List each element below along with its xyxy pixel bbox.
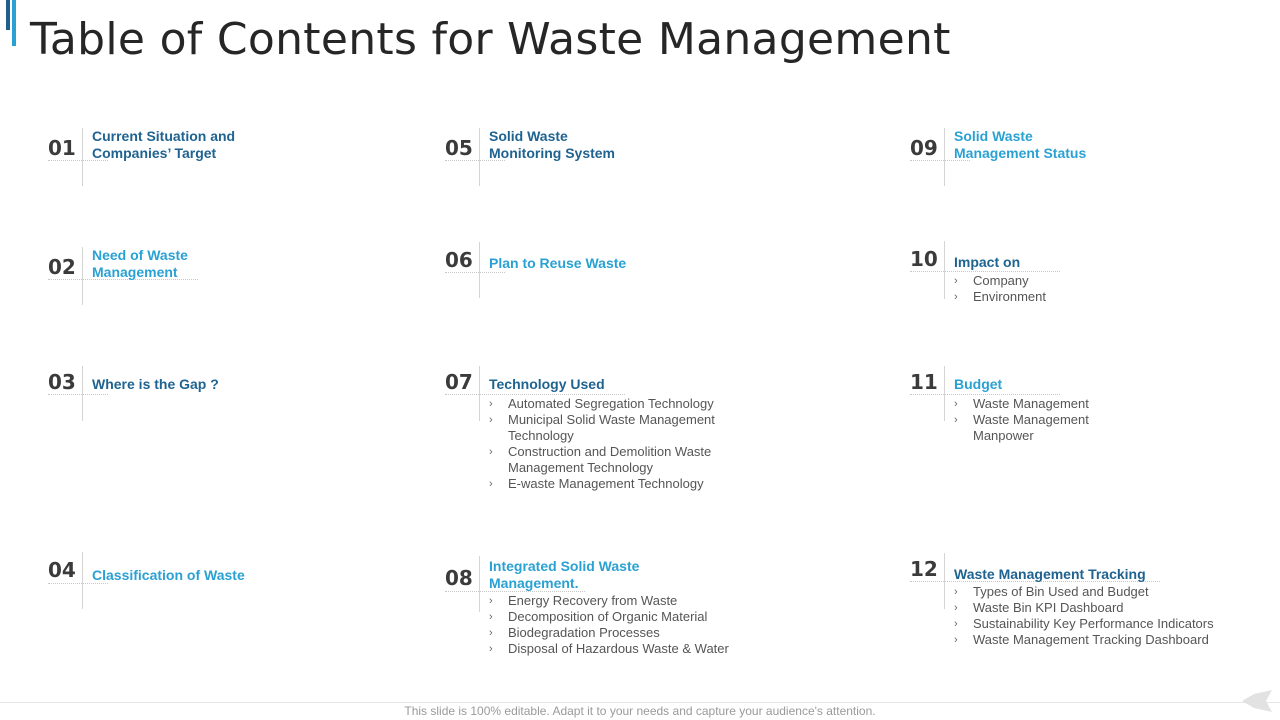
chevron-right-icon: › <box>489 595 493 607</box>
toc-sub-item-text: Waste Management Tracking Dashboard <box>973 632 1209 647</box>
toc-heading[interactable]: Impact on <box>954 254 1021 270</box>
chevron-right-icon: › <box>954 291 958 303</box>
chevron-right-icon: › <box>489 478 493 490</box>
chevron-right-icon: › <box>954 618 958 630</box>
chevron-right-icon: › <box>489 643 493 655</box>
toc-vertical-divider <box>82 128 83 186</box>
toc-number: 11 <box>910 370 938 394</box>
toc-sub-item <box>954 632 1214 648</box>
toc-sub-item <box>489 412 715 444</box>
toc-sub-item-text: E-waste Management Technology <box>508 476 704 491</box>
toc-number: 04 <box>48 558 76 582</box>
toc-sub-list <box>489 593 729 657</box>
toc-heading[interactable]: Technology Used <box>489 376 605 392</box>
toc-sub-item-text: Construction and Demolition Waste Management Technology <box>508 444 712 475</box>
toc-number: 09 <box>910 136 938 160</box>
toc-number: 08 <box>445 566 473 590</box>
toc-sub-item-text: Decomposition of Organic Material <box>508 609 708 624</box>
toc-sub-item-text: Municipal Solid Waste Management Technology <box>508 412 715 443</box>
toc-sub-item <box>489 396 715 412</box>
footer-note: This slide is 100% editable. Adapt it to your needs and capture your audience's attention. <box>404 704 876 718</box>
toc-vertical-divider <box>82 247 83 305</box>
toc-sub-list <box>489 396 715 492</box>
toc-vertical-divider <box>82 552 83 609</box>
toc-heading[interactable]: Plan to Reuse Waste <box>489 255 627 271</box>
toc-sub-item <box>954 600 1214 616</box>
toc-sub-item <box>489 444 715 476</box>
toc-horizontal-divider <box>910 394 1060 395</box>
chevron-right-icon: › <box>489 627 493 639</box>
toc-sub-item <box>489 641 729 657</box>
chevron-right-icon: › <box>954 586 958 598</box>
toc-heading[interactable]: Need of Waste Management <box>92 247 188 280</box>
footer-divider <box>0 702 1280 703</box>
toc-horizontal-divider <box>910 271 1060 272</box>
toc-sub-item <box>954 584 1214 600</box>
toc-heading[interactable]: Integrated Solid Waste Management. <box>489 558 640 591</box>
toc-sub-item-text: Disposal of Hazardous Waste & Water <box>508 641 729 656</box>
toc-heading[interactable]: Budget <box>954 376 1003 392</box>
toc-number: 07 <box>445 370 473 394</box>
toc-sub-item <box>954 616 1214 632</box>
toc-vertical-divider <box>944 241 945 299</box>
toc-vertical-divider <box>479 242 480 298</box>
toc-sub-item-text: Energy Recovery from Waste <box>508 593 678 608</box>
toc-number: 05 <box>445 136 473 160</box>
toc-number: 03 <box>48 370 76 394</box>
toc-vertical-divider <box>479 556 480 612</box>
chevron-right-icon: › <box>954 398 958 410</box>
chevron-right-icon: › <box>954 634 958 646</box>
toc-sub-item <box>489 609 729 625</box>
chevron-right-icon: › <box>489 398 493 410</box>
toc-heading[interactable]: Solid Waste Monitoring System <box>489 128 616 161</box>
toc-heading[interactable]: Waste Management Tracking <box>954 566 1146 582</box>
toc-number: 02 <box>48 255 76 279</box>
toc-number: 10 <box>910 247 938 271</box>
toc-sub-item <box>489 476 715 492</box>
toc-number: 01 <box>48 136 76 160</box>
toc-sub-list <box>954 396 1089 444</box>
chevron-right-icon: › <box>954 602 958 614</box>
toc-sub-item <box>954 412 1089 444</box>
toc-sub-item-text: Company <box>973 273 1029 288</box>
toc-sub-item <box>489 625 729 641</box>
page-title: Table of Contents for Waste Management <box>30 14 951 65</box>
toc-horizontal-divider <box>445 272 505 273</box>
toc-sub-item-text: Biodegradation Processes <box>508 625 660 640</box>
toc-number: 12 <box>910 557 938 581</box>
toc-sub-item-text: Waste Management Manpower <box>973 412 1089 443</box>
toc-vertical-divider <box>944 128 945 186</box>
toc-number: 06 <box>445 248 473 272</box>
toc-sub-list <box>954 584 1214 648</box>
chevron-right-icon: › <box>489 414 493 426</box>
toc-sub-item <box>954 396 1089 412</box>
toc-horizontal-divider <box>48 394 108 395</box>
chevron-right-icon: › <box>489 446 493 458</box>
toc-sub-item-text: Automated Segregation Technology <box>508 396 714 411</box>
toc-heading[interactable]: Current Situation and Companies’ Target <box>92 128 236 161</box>
title-accent-bar <box>6 0 10 30</box>
toc-heading[interactable]: Where is the Gap ? <box>92 376 219 392</box>
toc-sub-item-text: Environment <box>973 289 1046 304</box>
chevron-right-icon: › <box>954 414 958 426</box>
arrow-cursor-icon[interactable] <box>1240 688 1274 714</box>
chevron-right-icon: › <box>954 275 958 287</box>
toc-heading[interactable]: Solid Waste Management Status <box>954 128 1087 161</box>
toc-sub-item-text: Sustainability Key Performance Indicators <box>973 616 1214 631</box>
toc-sub-list <box>954 273 1046 305</box>
toc-sub-item-text: Waste Management <box>973 396 1089 411</box>
title-accent-bar-secondary <box>12 0 16 46</box>
toc-sub-item-text: Waste Bin KPI Dashboard <box>973 600 1124 615</box>
toc-vertical-divider <box>479 128 480 186</box>
toc-sub-item <box>954 289 1046 305</box>
toc-horizontal-divider <box>445 394 625 395</box>
chevron-right-icon: › <box>489 611 493 623</box>
toc-sub-item <box>954 273 1046 289</box>
toc-sub-item-text: Types of Bin Used and Budget <box>973 584 1149 599</box>
toc-heading[interactable]: Classification of Waste <box>92 567 245 583</box>
toc-sub-item <box>489 593 729 609</box>
